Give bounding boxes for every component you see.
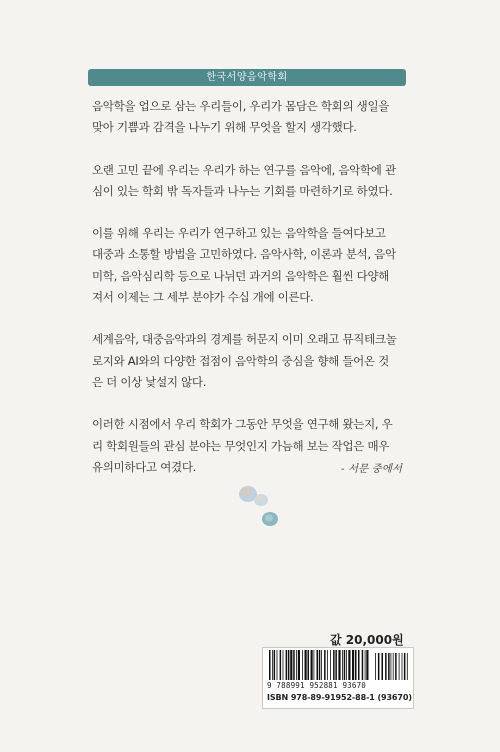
barcode-bars [267,650,409,680]
paragraph [92,329,412,393]
paragraph [92,223,412,308]
text-line: 은 더 이상 낯설지 않다. [92,374,207,389]
text-line: 미학, 음악심리학 등으로 나뉘던 과거의 음악학은 훨씬 다양해 [92,268,390,283]
text-line: 로지와 AI와의 다양한 접점이 음악학의 중심을 향해 들어온 것 [92,353,389,368]
text-line: 이를 위해 우리는 우리가 연구하고 있는 음악학을 들여다보고 [92,226,386,241]
price-label: 값 20,000원 [330,633,404,647]
publisher-banner: 한국서양음악학회 [88,69,406,86]
isbn-number: ISBN 978-89-91952-88-1 (93670) [267,693,412,702]
text-line: 대중과 소통할 방법을 고민하였다. 음악사학, 이론과 분석, 음악 [92,247,396,262]
text-line: 음악학을 업으로 삼는 우리들이, 우리가 몸담은 학회의 생일을 [92,99,390,113]
preface-excerpt [92,96,412,499]
text-line: 맞아 기쁨과 감격을 나누기 위해 무엇을 할지 생각했다. [92,120,357,135]
excerpt-source: - 서문 중에서 [341,463,402,475]
text-line: 유의미하다고 여겼다. [92,459,196,474]
paragraph [92,160,412,203]
text-line: 이러한 시점에서 우리 학회가 그동안 무엇을 연구해 왔는지, 우 [92,417,393,432]
text-line: 져서 이제는 그 세부 분야가 수십 개에 이른다. [92,290,314,305]
decorative-blots-icon [230,476,290,536]
isbn-barcode [262,647,414,709]
text-line: 세계음악, 대중음악과의 경계를 허문지 이미 오래고 뮤직테크놀 [92,332,397,347]
barcode-digits: 9 788991 952881 93670 [267,681,367,690]
paragraph [92,96,412,139]
text-line: 리 학회원들의 관심 분야는 무엇인지 가늠해 보는 작업은 매우 [92,438,390,453]
text-line: 심이 있는 학회 밖 독자들과 나누는 기회를 마련하기로 하였다. [92,183,393,198]
text-line: 오랜 고민 끝에 우리는 우리가 하는 연구를 음악에, 음악학에 관 [92,162,396,177]
